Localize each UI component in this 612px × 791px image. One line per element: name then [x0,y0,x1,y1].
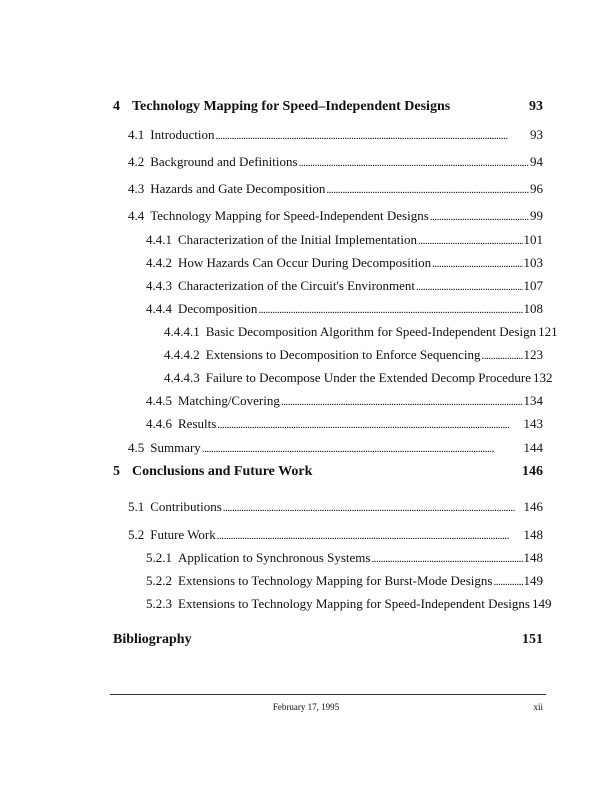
entry-title: How Hazards Can Occur During Decomposition [178,255,432,270]
entry-number: 4.4.4.2 [164,347,200,362]
entry-number: 4.4.6 [146,416,172,431]
toc-entry[interactable] [146,393,543,410]
chapter-number: 4 [113,99,120,114]
entry-number: 4.5 [128,440,145,455]
footer-date: February 17, 1995 [272,702,340,712]
dot-leader [217,416,522,433]
toc-chapter-4[interactable] [113,99,543,115]
toc-entry[interactable] [146,255,543,272]
bibliography-page: 151 [522,632,543,647]
entry-page: 96 [530,181,543,196]
entry-page: 103 [523,255,543,270]
toc-entry[interactable] [164,347,543,364]
entry-number: 4.4.5 [146,393,172,408]
footer-rule [110,694,546,695]
entry-page: 143 [523,416,543,431]
entry-number: 4.4.4 [146,301,172,316]
entry-title: Future Work [150,527,216,542]
dot-leader [202,440,523,457]
entry-number: 4.2 [128,154,145,169]
dot-leader [416,278,523,295]
dot-leader [326,181,529,198]
entry-title: Failure to Decompose Under the Extended Decomp Procedure [205,370,532,385]
footer-page-number: xii [533,702,543,712]
toc-entry[interactable] [146,232,543,249]
dot-leader [371,550,522,567]
entry-title: Decomposition [178,301,258,316]
entry-number: 4.4 [128,208,145,223]
chapter-title: Conclusions and Future Work [132,464,313,479]
entry-page: 101 [523,232,543,247]
entry-page: 108 [523,301,543,316]
toc-entry[interactable] [146,416,543,433]
toc-entry[interactable] [146,573,543,590]
chapter-page: 93 [529,99,543,114]
toc-entry[interactable] [164,370,553,387]
toc-entry[interactable] [146,301,543,318]
dot-leader [493,573,522,590]
chapter-page: 146 [522,464,543,479]
dot-leader [217,527,523,544]
entry-page: 123 [523,347,543,362]
entry-page: 94 [530,154,543,169]
entry-title: Basic Decomposition Algorithm for Speed-Independent Design [205,324,537,339]
dot-leader [432,255,522,272]
entry-number: 5.2.3 [146,596,172,611]
entry-number: 4.4.4.1 [164,324,200,339]
entry-page: 144 [523,440,543,455]
entry-title: Characterization of the Circuit's Environment [178,278,415,293]
toc-entry[interactable] [128,527,543,544]
entry-title: Technology Mapping for Speed-Independent Designs [150,208,429,223]
entry-title: Extensions to Technology Mapping for Speed-Independent Designs [178,596,530,611]
entry-title: Contributions [150,499,222,514]
entry-title: Extensions to Decomposition to Enforce Sequencing [205,347,481,362]
toc-entry[interactable] [146,278,543,295]
entry-page: 99 [530,208,543,223]
dot-leader [418,232,523,249]
entry-page: 149 [531,596,552,611]
toc-entry[interactable] [128,181,543,198]
entry-title: Summary [150,440,201,455]
entry-number: 5.1 [128,499,145,514]
dot-leader [430,208,529,225]
chapter-number: 5 [113,464,120,479]
dot-leader [281,393,523,410]
toc-entry[interactable] [164,324,558,341]
entry-title: Application to Synchronous Systems [178,550,371,565]
entry-number: 4.4.3 [146,278,172,293]
entry-title: Introduction [150,127,215,142]
entry-title: Hazards and Gate Decomposition [150,181,326,196]
entry-page: 134 [523,393,543,408]
dot-leader [258,301,522,318]
toc-entry[interactable] [128,440,543,457]
entry-number: 4.4.4.3 [164,370,200,385]
entry-title: Characterization of the Initial Implementation [178,232,417,247]
toc-entry[interactable] [128,154,543,171]
toc-chapter-5[interactable] [113,464,543,480]
dot-leader [482,347,523,364]
bibliography-title: Bibliography [113,632,192,647]
chapter-title: Technology Mapping for Speed–Independent Designs [132,99,451,114]
entry-title: Matching/Covering [178,393,280,408]
toc-entry[interactable] [128,127,543,144]
toc-bibliography[interactable] [113,632,543,648]
entry-title: Background and Definitions [150,154,298,169]
entry-number: 5.2.2 [146,573,172,588]
dot-leader [216,127,529,144]
entry-number: 5.2.1 [146,550,172,565]
entry-number: 5.2 [128,527,145,542]
dot-leader [299,154,529,171]
entry-title: Results [178,416,217,431]
entry-page: 149 [523,573,543,588]
entry-page: 93 [530,127,543,142]
entry-page: 148 [523,550,543,565]
dot-leader [223,499,523,516]
entry-number: 4.3 [128,181,145,196]
toc-entry[interactable] [146,550,543,567]
toc-entry[interactable] [128,499,543,516]
entry-number: 4.4.1 [146,232,172,247]
entry-page: 107 [523,278,543,293]
entry-page: 146 [523,499,543,514]
entry-number: 4.4.2 [146,255,172,270]
entry-number: 4.1 [128,127,145,142]
entry-page: 132 [533,370,553,385]
entry-page: 121 [538,324,558,339]
toc-entry[interactable] [146,596,552,613]
toc-entry[interactable] [128,208,543,225]
entry-title: Extensions to Technology Mapping for Burst-Mode Designs [178,573,493,588]
entry-page: 148 [523,527,543,542]
